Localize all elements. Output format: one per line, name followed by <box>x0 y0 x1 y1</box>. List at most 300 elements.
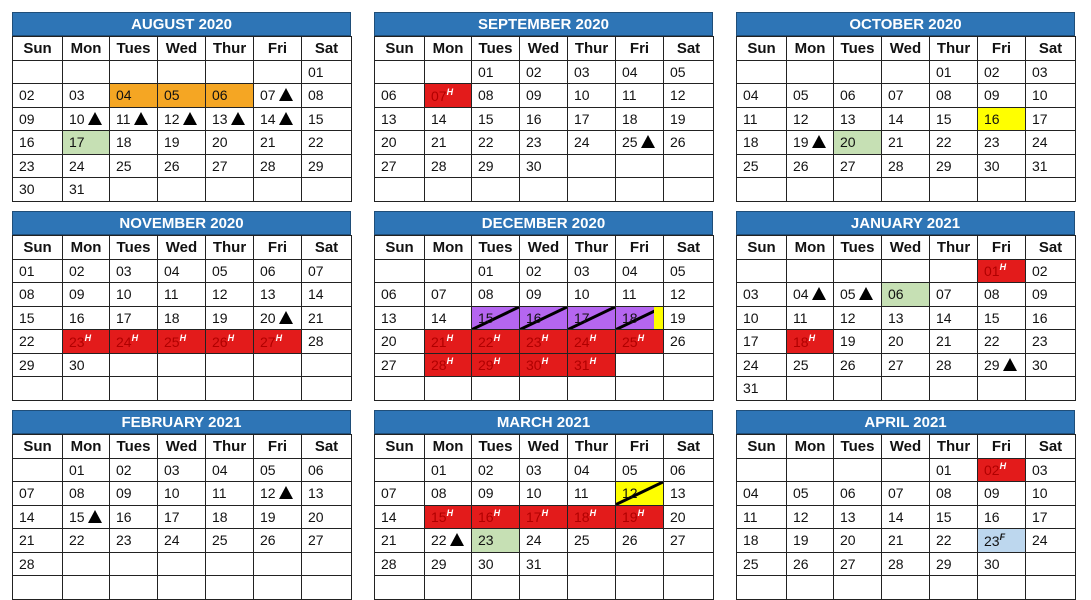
day-number: 07 <box>888 485 904 502</box>
day-number: 08 <box>478 286 494 303</box>
day-cell <box>978 84 1026 108</box>
day-number: 29 <box>936 555 952 572</box>
triangle-icon <box>134 112 148 125</box>
day-number: 08 <box>936 485 952 502</box>
day-number: 15 <box>308 110 324 127</box>
empty-cell <box>425 178 472 202</box>
day-cell <box>375 84 425 108</box>
weekday-header: Thur <box>568 37 616 61</box>
day-number: 24 <box>1032 134 1048 151</box>
day-number: 25 <box>622 333 638 350</box>
triangle-icon <box>231 112 245 125</box>
empty-cell <box>568 377 616 401</box>
day-cell <box>664 458 714 482</box>
empty-cell <box>787 377 834 401</box>
holiday-marker: H <box>275 332 283 343</box>
day-cell <box>375 529 425 553</box>
day-number: 12 <box>670 286 686 303</box>
empty-cell <box>206 178 254 202</box>
day-number: 03 <box>526 461 542 478</box>
empty-cell <box>616 377 664 401</box>
month-grid <box>374 36 714 202</box>
day-cell <box>787 154 834 178</box>
day-cell <box>254 107 302 131</box>
day-number: 14 <box>888 508 904 525</box>
day-number: 29 <box>19 356 35 373</box>
day-cell <box>978 552 1026 576</box>
day-number: 24 <box>1032 532 1048 549</box>
triangle-icon <box>279 88 293 101</box>
day-cell <box>158 529 206 553</box>
day-cell <box>737 505 787 529</box>
empty-cell <box>425 60 472 84</box>
weekday-header: Sat <box>664 37 714 61</box>
day-cell <box>737 84 787 108</box>
day-cell <box>787 131 834 155</box>
empty-cell <box>882 576 930 600</box>
day-cell <box>1026 84 1076 108</box>
day-cell <box>930 107 978 131</box>
holiday-marker: H <box>493 356 501 367</box>
day-number: 05 <box>793 87 809 104</box>
triangle-icon <box>88 510 102 523</box>
empty-cell <box>1026 178 1076 202</box>
day-cell <box>302 84 352 108</box>
day-number: 03 <box>574 262 590 279</box>
empty-cell <box>737 259 787 283</box>
day-cell <box>13 482 63 506</box>
day-number: 28 <box>260 157 276 174</box>
empty-cell <box>302 576 352 600</box>
day-cell <box>425 107 472 131</box>
day-cell <box>1026 107 1076 131</box>
day-number: 30 <box>526 357 542 374</box>
day-cell <box>13 353 63 377</box>
week-row <box>737 178 1076 202</box>
day-cell <box>110 84 158 108</box>
day-cell <box>302 283 352 307</box>
day-number: 09 <box>984 485 1000 502</box>
day-number: 21 <box>19 532 35 549</box>
day-number: 07 <box>888 87 904 104</box>
day-cell <box>834 330 882 354</box>
holiday-marker: H <box>179 332 187 343</box>
day-number: 20 <box>840 134 856 151</box>
day-number: 12 <box>670 87 686 104</box>
day-cell <box>834 505 882 529</box>
week-row <box>375 458 714 482</box>
week-row <box>737 353 1076 377</box>
day-number: 04 <box>793 286 809 303</box>
day-number: 28 <box>19 555 35 572</box>
empty-cell <box>882 259 930 283</box>
week-row <box>13 84 352 108</box>
day-number: 13 <box>260 286 276 303</box>
day-cell <box>882 353 930 377</box>
day-cell <box>158 306 206 330</box>
day-cell <box>616 505 664 529</box>
day-cell <box>302 259 352 283</box>
day-cell <box>978 330 1026 354</box>
day-number: 23 <box>984 532 1000 549</box>
weekday-header: Fri <box>254 37 302 61</box>
day-cell <box>978 529 1026 553</box>
day-cell <box>882 529 930 553</box>
weekday-header: Fri <box>978 435 1026 459</box>
empty-cell <box>110 552 158 576</box>
empty-cell <box>302 353 352 377</box>
week-row <box>13 529 352 553</box>
day-number: 15 <box>984 309 1000 326</box>
day-cell <box>1026 154 1076 178</box>
day-number: 04 <box>622 63 638 80</box>
holiday-marker: H <box>589 356 597 367</box>
day-cell <box>63 84 110 108</box>
day-number: 01 <box>19 262 35 279</box>
day-number: 21 <box>308 309 324 326</box>
empty-cell <box>302 178 352 202</box>
day-cell <box>568 529 616 553</box>
day-number: 14 <box>431 110 447 127</box>
empty-cell <box>834 259 882 283</box>
day-cell <box>616 60 664 84</box>
day-cell <box>930 505 978 529</box>
day-cell <box>425 552 472 576</box>
day-cell <box>63 154 110 178</box>
day-cell <box>1026 306 1076 330</box>
day-cell <box>472 458 520 482</box>
day-number: 06 <box>888 286 904 303</box>
day-cell <box>1026 353 1076 377</box>
day-number: 04 <box>116 87 132 104</box>
day-number: 31 <box>574 357 590 374</box>
empty-cell <box>664 154 714 178</box>
day-cell <box>834 154 882 178</box>
day-cell <box>302 107 352 131</box>
day-cell <box>13 505 63 529</box>
weekday-header: Wed <box>158 236 206 260</box>
empty-cell <box>375 60 425 84</box>
weekday-header: Sun <box>13 435 63 459</box>
day-cell <box>930 330 978 354</box>
day-cell <box>206 306 254 330</box>
empty-cell <box>63 576 110 600</box>
day-cell <box>1026 458 1076 482</box>
weekday-header: Fri <box>978 236 1026 260</box>
day-cell <box>254 482 302 506</box>
week-row <box>375 154 714 178</box>
day-number: 20 <box>670 508 686 525</box>
empty-cell <box>1026 576 1076 600</box>
day-number: 13 <box>888 309 904 326</box>
day-cell <box>63 330 110 354</box>
day-cell <box>664 60 714 84</box>
day-number: 25 <box>743 555 759 572</box>
day-cell <box>787 482 834 506</box>
day-cell <box>375 482 425 506</box>
day-number: 18 <box>212 508 228 525</box>
empty-cell <box>110 353 158 377</box>
weekday-header: Thur <box>206 236 254 260</box>
day-cell <box>834 107 882 131</box>
day-number: 12 <box>793 110 809 127</box>
day-cell <box>472 306 520 330</box>
day-number: 02 <box>1032 262 1048 279</box>
day-cell <box>206 330 254 354</box>
triangle-icon <box>88 112 102 125</box>
day-number: 02 <box>19 87 35 104</box>
day-cell <box>472 529 520 553</box>
empty-cell <box>425 259 472 283</box>
day-number: 13 <box>381 110 397 127</box>
day-number: 27 <box>308 532 324 549</box>
day-cell <box>375 154 425 178</box>
week-row <box>737 458 1076 482</box>
weekday-header: Mon <box>63 236 110 260</box>
day-cell <box>1026 283 1076 307</box>
empty-cell <box>375 458 425 482</box>
month-grid <box>374 235 714 401</box>
day-cell <box>664 330 714 354</box>
day-cell <box>425 84 472 108</box>
day-number: 02 <box>116 461 132 478</box>
day-number: 12 <box>260 485 276 502</box>
day-cell <box>664 283 714 307</box>
empty-cell <box>787 576 834 600</box>
day-cell <box>737 353 787 377</box>
day-number: 10 <box>1032 87 1048 104</box>
weekday-header: Sat <box>1026 37 1076 61</box>
day-number: 24 <box>69 157 85 174</box>
day-number: 18 <box>622 309 638 326</box>
day-number: 24 <box>526 532 542 549</box>
day-number: 05 <box>670 262 686 279</box>
day-cell <box>110 259 158 283</box>
month-grid <box>736 434 1076 600</box>
day-number: 02 <box>69 262 85 279</box>
weekday-header: Fri <box>616 37 664 61</box>
day-cell <box>63 458 110 482</box>
day-number: 01 <box>69 461 85 478</box>
month-october-2020 <box>736 12 1075 202</box>
day-cell <box>787 84 834 108</box>
holiday-marker: H <box>589 508 597 519</box>
day-number: 05 <box>840 286 856 303</box>
day-number: 30 <box>1032 356 1048 373</box>
day-number: 05 <box>212 262 228 279</box>
day-cell <box>737 131 787 155</box>
day-number: 10 <box>116 286 132 303</box>
day-number: 09 <box>1032 286 1048 303</box>
day-cell <box>158 505 206 529</box>
day-cell <box>834 306 882 330</box>
weekday-header: Tues <box>472 236 520 260</box>
day-cell <box>1026 505 1076 529</box>
empty-cell <box>13 377 63 401</box>
day-cell <box>787 505 834 529</box>
day-number: 10 <box>164 485 180 502</box>
empty-cell <box>158 576 206 600</box>
day-number: 04 <box>574 461 590 478</box>
day-number: 12 <box>164 110 180 127</box>
day-number: 06 <box>308 461 324 478</box>
week-row <box>375 576 714 600</box>
day-cell <box>13 283 63 307</box>
day-cell <box>664 107 714 131</box>
empty-cell <box>616 576 664 600</box>
day-number: 11 <box>743 508 758 525</box>
day-number: 20 <box>308 508 324 525</box>
empty-cell <box>616 552 664 576</box>
empty-cell <box>978 377 1026 401</box>
day-number: 31 <box>1032 157 1048 174</box>
day-number: 30 <box>984 157 1000 174</box>
weekday-header: Wed <box>882 37 930 61</box>
day-cell <box>302 458 352 482</box>
day-number: 20 <box>381 333 397 350</box>
empty-cell <box>302 552 352 576</box>
day-cell <box>13 154 63 178</box>
week-row <box>13 505 352 529</box>
empty-cell <box>302 377 352 401</box>
day-number: 08 <box>431 485 447 502</box>
day-number: 10 <box>1032 485 1048 502</box>
weekday-header: Wed <box>882 435 930 459</box>
month-title: JANUARY 2021 <box>736 211 1075 235</box>
day-number: 19 <box>793 134 809 151</box>
day-number: 09 <box>116 485 132 502</box>
day-number: 19 <box>212 309 228 326</box>
weekday-header: Sun <box>375 37 425 61</box>
week-row <box>737 529 1076 553</box>
day-cell <box>978 353 1026 377</box>
month-grid <box>736 235 1076 401</box>
day-cell <box>63 259 110 283</box>
day-cell <box>302 330 352 354</box>
day-cell <box>206 529 254 553</box>
day-number: 08 <box>19 286 35 303</box>
day-number: 16 <box>478 509 494 526</box>
day-cell <box>568 353 616 377</box>
weekday-header: Thur <box>206 37 254 61</box>
week-row <box>375 306 714 330</box>
week-row <box>375 178 714 202</box>
day-number: 14 <box>888 110 904 127</box>
day-cell <box>13 84 63 108</box>
empty-cell <box>882 377 930 401</box>
day-cell <box>472 283 520 307</box>
empty-cell <box>110 576 158 600</box>
weekday-header: Sun <box>737 236 787 260</box>
day-number: 08 <box>308 87 324 104</box>
triangle-icon <box>279 311 293 324</box>
day-cell <box>787 283 834 307</box>
day-number: 15 <box>19 309 35 326</box>
triangle-icon <box>641 135 655 148</box>
holiday-marker: H <box>227 332 235 343</box>
day-cell <box>520 552 568 576</box>
day-number: 25 <box>574 532 590 549</box>
day-cell <box>787 353 834 377</box>
weekday-header: Fri <box>978 37 1026 61</box>
weekday-header: Tues <box>834 37 882 61</box>
day-cell <box>254 84 302 108</box>
month-april-2021 <box>736 410 1075 600</box>
day-number: 06 <box>381 87 397 104</box>
day-cell <box>930 552 978 576</box>
day-number: 22 <box>936 532 952 549</box>
empty-cell <box>1026 552 1076 576</box>
day-number: 03 <box>574 63 590 80</box>
day-number: 16 <box>116 508 132 525</box>
day-number: 07 <box>260 87 276 104</box>
day-cell <box>472 482 520 506</box>
week-row <box>13 330 352 354</box>
empty-cell <box>834 178 882 202</box>
empty-cell <box>63 60 110 84</box>
day-cell <box>616 283 664 307</box>
day-cell <box>302 505 352 529</box>
day-number: 26 <box>164 157 180 174</box>
day-number: 11 <box>622 87 637 104</box>
weekday-header: Thur <box>930 435 978 459</box>
day-number: 23 <box>984 134 1000 151</box>
weekday-header: Mon <box>787 435 834 459</box>
day-number: 14 <box>19 508 35 525</box>
day-cell <box>664 306 714 330</box>
week-row <box>737 154 1076 178</box>
weekday-header: Mon <box>425 236 472 260</box>
day-number: 01 <box>478 262 494 279</box>
day-cell <box>834 529 882 553</box>
day-cell <box>787 306 834 330</box>
day-number: 09 <box>19 110 35 127</box>
month-january-2021 <box>736 211 1075 401</box>
day-number: 03 <box>1032 461 1048 478</box>
month-title: SEPTEMBER 2020 <box>374 12 713 36</box>
empty-cell <box>375 576 425 600</box>
day-cell <box>737 377 787 401</box>
day-number: 14 <box>381 508 397 525</box>
month-grid <box>12 235 352 401</box>
day-cell <box>520 259 568 283</box>
day-number: 18 <box>743 532 759 549</box>
empty-cell <box>254 353 302 377</box>
month-grid <box>12 434 352 600</box>
day-number: 12 <box>793 508 809 525</box>
day-cell <box>1026 131 1076 155</box>
day-cell <box>472 330 520 354</box>
day-number: 09 <box>69 286 85 303</box>
day-number: 25 <box>116 157 132 174</box>
empty-cell <box>930 377 978 401</box>
day-cell <box>616 131 664 155</box>
empty-cell <box>375 178 425 202</box>
empty-cell <box>254 552 302 576</box>
empty-cell <box>616 178 664 202</box>
week-row <box>375 60 714 84</box>
day-number: 02 <box>526 262 542 279</box>
day-number: 22 <box>19 333 35 350</box>
day-number: 16 <box>526 110 542 127</box>
day-number: 03 <box>164 461 180 478</box>
day-number: 27 <box>670 532 686 549</box>
day-cell <box>834 353 882 377</box>
day-number: 04 <box>622 262 638 279</box>
day-cell <box>664 505 714 529</box>
day-cell <box>882 283 930 307</box>
day-number: 02 <box>478 461 494 478</box>
